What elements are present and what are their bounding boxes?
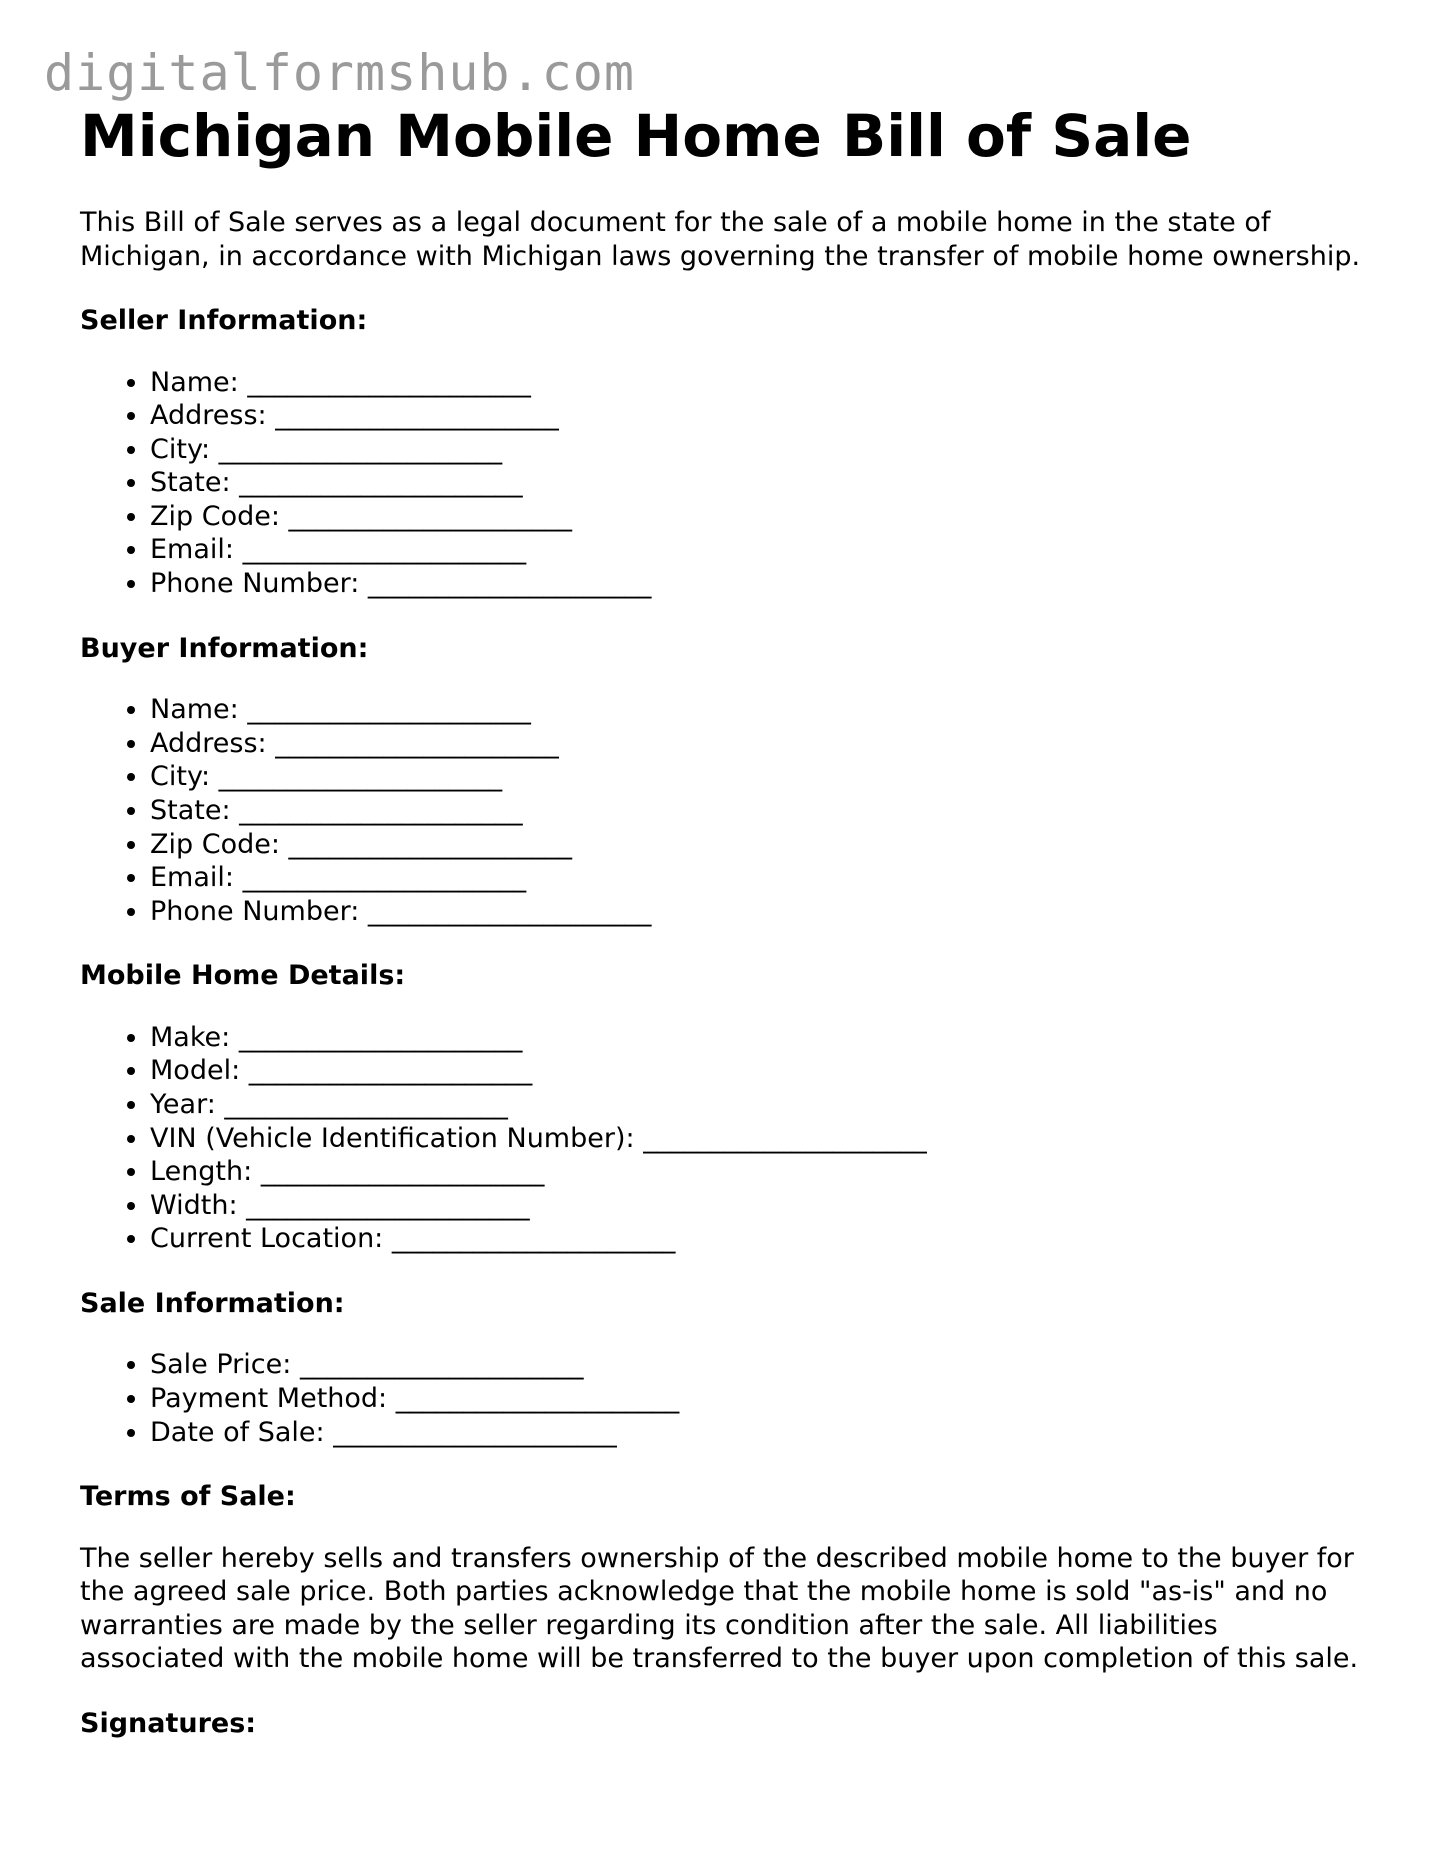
fill-in-blank[interactable]: _____________________ bbox=[367, 568, 652, 600]
seller-section-heading: Seller Information: bbox=[80, 305, 368, 336]
fill-in-blank[interactable]: _____________________ bbox=[288, 500, 573, 532]
site-watermark: digitalformshub.com bbox=[44, 44, 635, 102]
mobile-home-fields-list bbox=[80, 1021, 1380, 1256]
form-field-item bbox=[150, 1054, 1380, 1088]
fill-in-blank[interactable]: _____________________ bbox=[395, 1383, 680, 1415]
fill-in-blank[interactable]: _____________________ bbox=[239, 794, 523, 826]
form-field-item bbox=[150, 1021, 1380, 1055]
document-title: Michigan Mobile Home Bill of Sale bbox=[80, 102, 1192, 170]
fill-in-blank[interactable]: _____________________ bbox=[247, 694, 531, 726]
field-label: Address: bbox=[150, 727, 267, 759]
fill-in-blank[interactable]: _____________________ bbox=[248, 1055, 533, 1087]
form-field-item bbox=[150, 1122, 1380, 1156]
field-label: State: bbox=[150, 794, 231, 826]
field-label: Payment Method: bbox=[150, 1383, 388, 1415]
fill-in-blank[interactable]: _____________________ bbox=[260, 1156, 545, 1188]
form-field-item bbox=[150, 466, 1380, 500]
intro-paragraph: This Bill of Sale serves as a legal document for the sale of a mobile home in the state of Michigan, in accordance with Michigan laws governing the transfer of mobile home ownership. bbox=[80, 207, 1361, 272]
field-label: Year: bbox=[150, 1089, 216, 1120]
form-field-item bbox=[150, 1382, 1380, 1416]
field-label: Zip Code: bbox=[150, 828, 280, 860]
form-field-item bbox=[150, 1416, 1380, 1450]
signatures-section-heading: Signatures: bbox=[80, 1707, 257, 1739]
fill-in-blank[interactable]: _____________________ bbox=[218, 433, 503, 465]
field-label: Current Location: bbox=[150, 1223, 384, 1255]
form-field-item bbox=[150, 693, 1380, 727]
field-label: Email: bbox=[150, 534, 235, 566]
field-label: Zip Code: bbox=[150, 500, 280, 532]
field-label: Width: bbox=[150, 1189, 238, 1221]
form-field-item bbox=[150, 366, 1380, 400]
form-field-item bbox=[150, 861, 1380, 895]
fill-in-blank[interactable]: _____________________ bbox=[238, 1021, 523, 1053]
field-label: Name: bbox=[150, 366, 239, 398]
seller-fields-list bbox=[80, 366, 1380, 601]
field-label: State: bbox=[150, 467, 231, 499]
field-label: City: bbox=[150, 761, 211, 793]
form-field-item bbox=[150, 794, 1380, 828]
fill-in-blank[interactable]: _____________________ bbox=[333, 1416, 617, 1448]
form-field-item bbox=[150, 760, 1380, 794]
fill-in-blank[interactable]: _____________________ bbox=[224, 1089, 508, 1120]
fill-in-blank[interactable]: _____________________ bbox=[218, 761, 503, 793]
fill-in-blank[interactable]: _____________________ bbox=[643, 1122, 927, 1154]
form-field-item bbox=[150, 533, 1380, 567]
fill-in-blank[interactable]: _____________________ bbox=[242, 862, 527, 894]
form-field-item bbox=[150, 567, 1380, 601]
document-body bbox=[80, 100, 1380, 1740]
field-label: Date of Sale: bbox=[150, 1416, 325, 1448]
mobile-home-section-heading: Mobile Home Details: bbox=[80, 960, 406, 992]
form-field-item bbox=[150, 1222, 1380, 1256]
field-label: City: bbox=[150, 433, 211, 465]
form-field-item bbox=[150, 895, 1380, 929]
form-field-item bbox=[150, 500, 1380, 534]
form-field-item bbox=[150, 433, 1380, 467]
buyer-fields-list bbox=[80, 693, 1380, 928]
form-field-item bbox=[150, 828, 1380, 862]
buyer-section-heading: Buyer Information: bbox=[80, 632, 369, 664]
field-label: Email: bbox=[150, 862, 235, 894]
fill-in-blank[interactable]: _____________________ bbox=[275, 727, 559, 759]
sale-section-heading: Sale Information: bbox=[80, 1287, 345, 1319]
form-field-item bbox=[150, 1088, 1380, 1122]
fill-in-blank[interactable]: _____________________ bbox=[246, 1189, 530, 1221]
form-field-item bbox=[150, 727, 1380, 761]
fill-in-blank[interactable]: _____________________ bbox=[239, 467, 523, 499]
field-label: Sale Price: bbox=[150, 1349, 292, 1381]
form-field-item bbox=[150, 1348, 1380, 1382]
fill-in-blank[interactable]: _____________________ bbox=[391, 1223, 676, 1255]
field-label: Phone Number: bbox=[150, 895, 360, 927]
terms-section-heading: Terms of Sale: bbox=[80, 1481, 296, 1513]
fill-in-blank[interactable]: _____________________ bbox=[242, 534, 527, 566]
form-field-item bbox=[150, 1189, 1380, 1223]
field-label: VIN (Vehicle Identification Number): bbox=[150, 1122, 635, 1154]
sale-fields-list bbox=[80, 1348, 1380, 1449]
fill-in-blank[interactable]: _____________________ bbox=[275, 400, 559, 432]
form-field-item bbox=[150, 399, 1380, 433]
fill-in-blank[interactable]: _____________________ bbox=[367, 895, 652, 927]
field-label: Model: bbox=[150, 1055, 241, 1087]
field-label: Phone Number: bbox=[150, 568, 360, 600]
field-label: Make: bbox=[150, 1021, 231, 1053]
fill-in-blank[interactable]: _____________________ bbox=[247, 366, 531, 398]
field-label: Length: bbox=[150, 1156, 253, 1188]
terms-paragraph: The seller hereby sells and transfers ownership of the described mobile home to the buyer for the agreed sale price. Both parties acknowledge that the mobile home is sold "as-is" and no warranties are made by the seller regarding its condition after the sale. All liabilities associated with the mobile home will be transferred to the buyer upon completion of this sale. bbox=[80, 1542, 1359, 1675]
form-field-item bbox=[150, 1155, 1380, 1189]
field-label: Address: bbox=[150, 400, 267, 432]
field-label: Name: bbox=[150, 694, 239, 726]
fill-in-blank[interactable]: _____________________ bbox=[288, 828, 573, 860]
fill-in-blank[interactable]: _____________________ bbox=[299, 1349, 584, 1381]
